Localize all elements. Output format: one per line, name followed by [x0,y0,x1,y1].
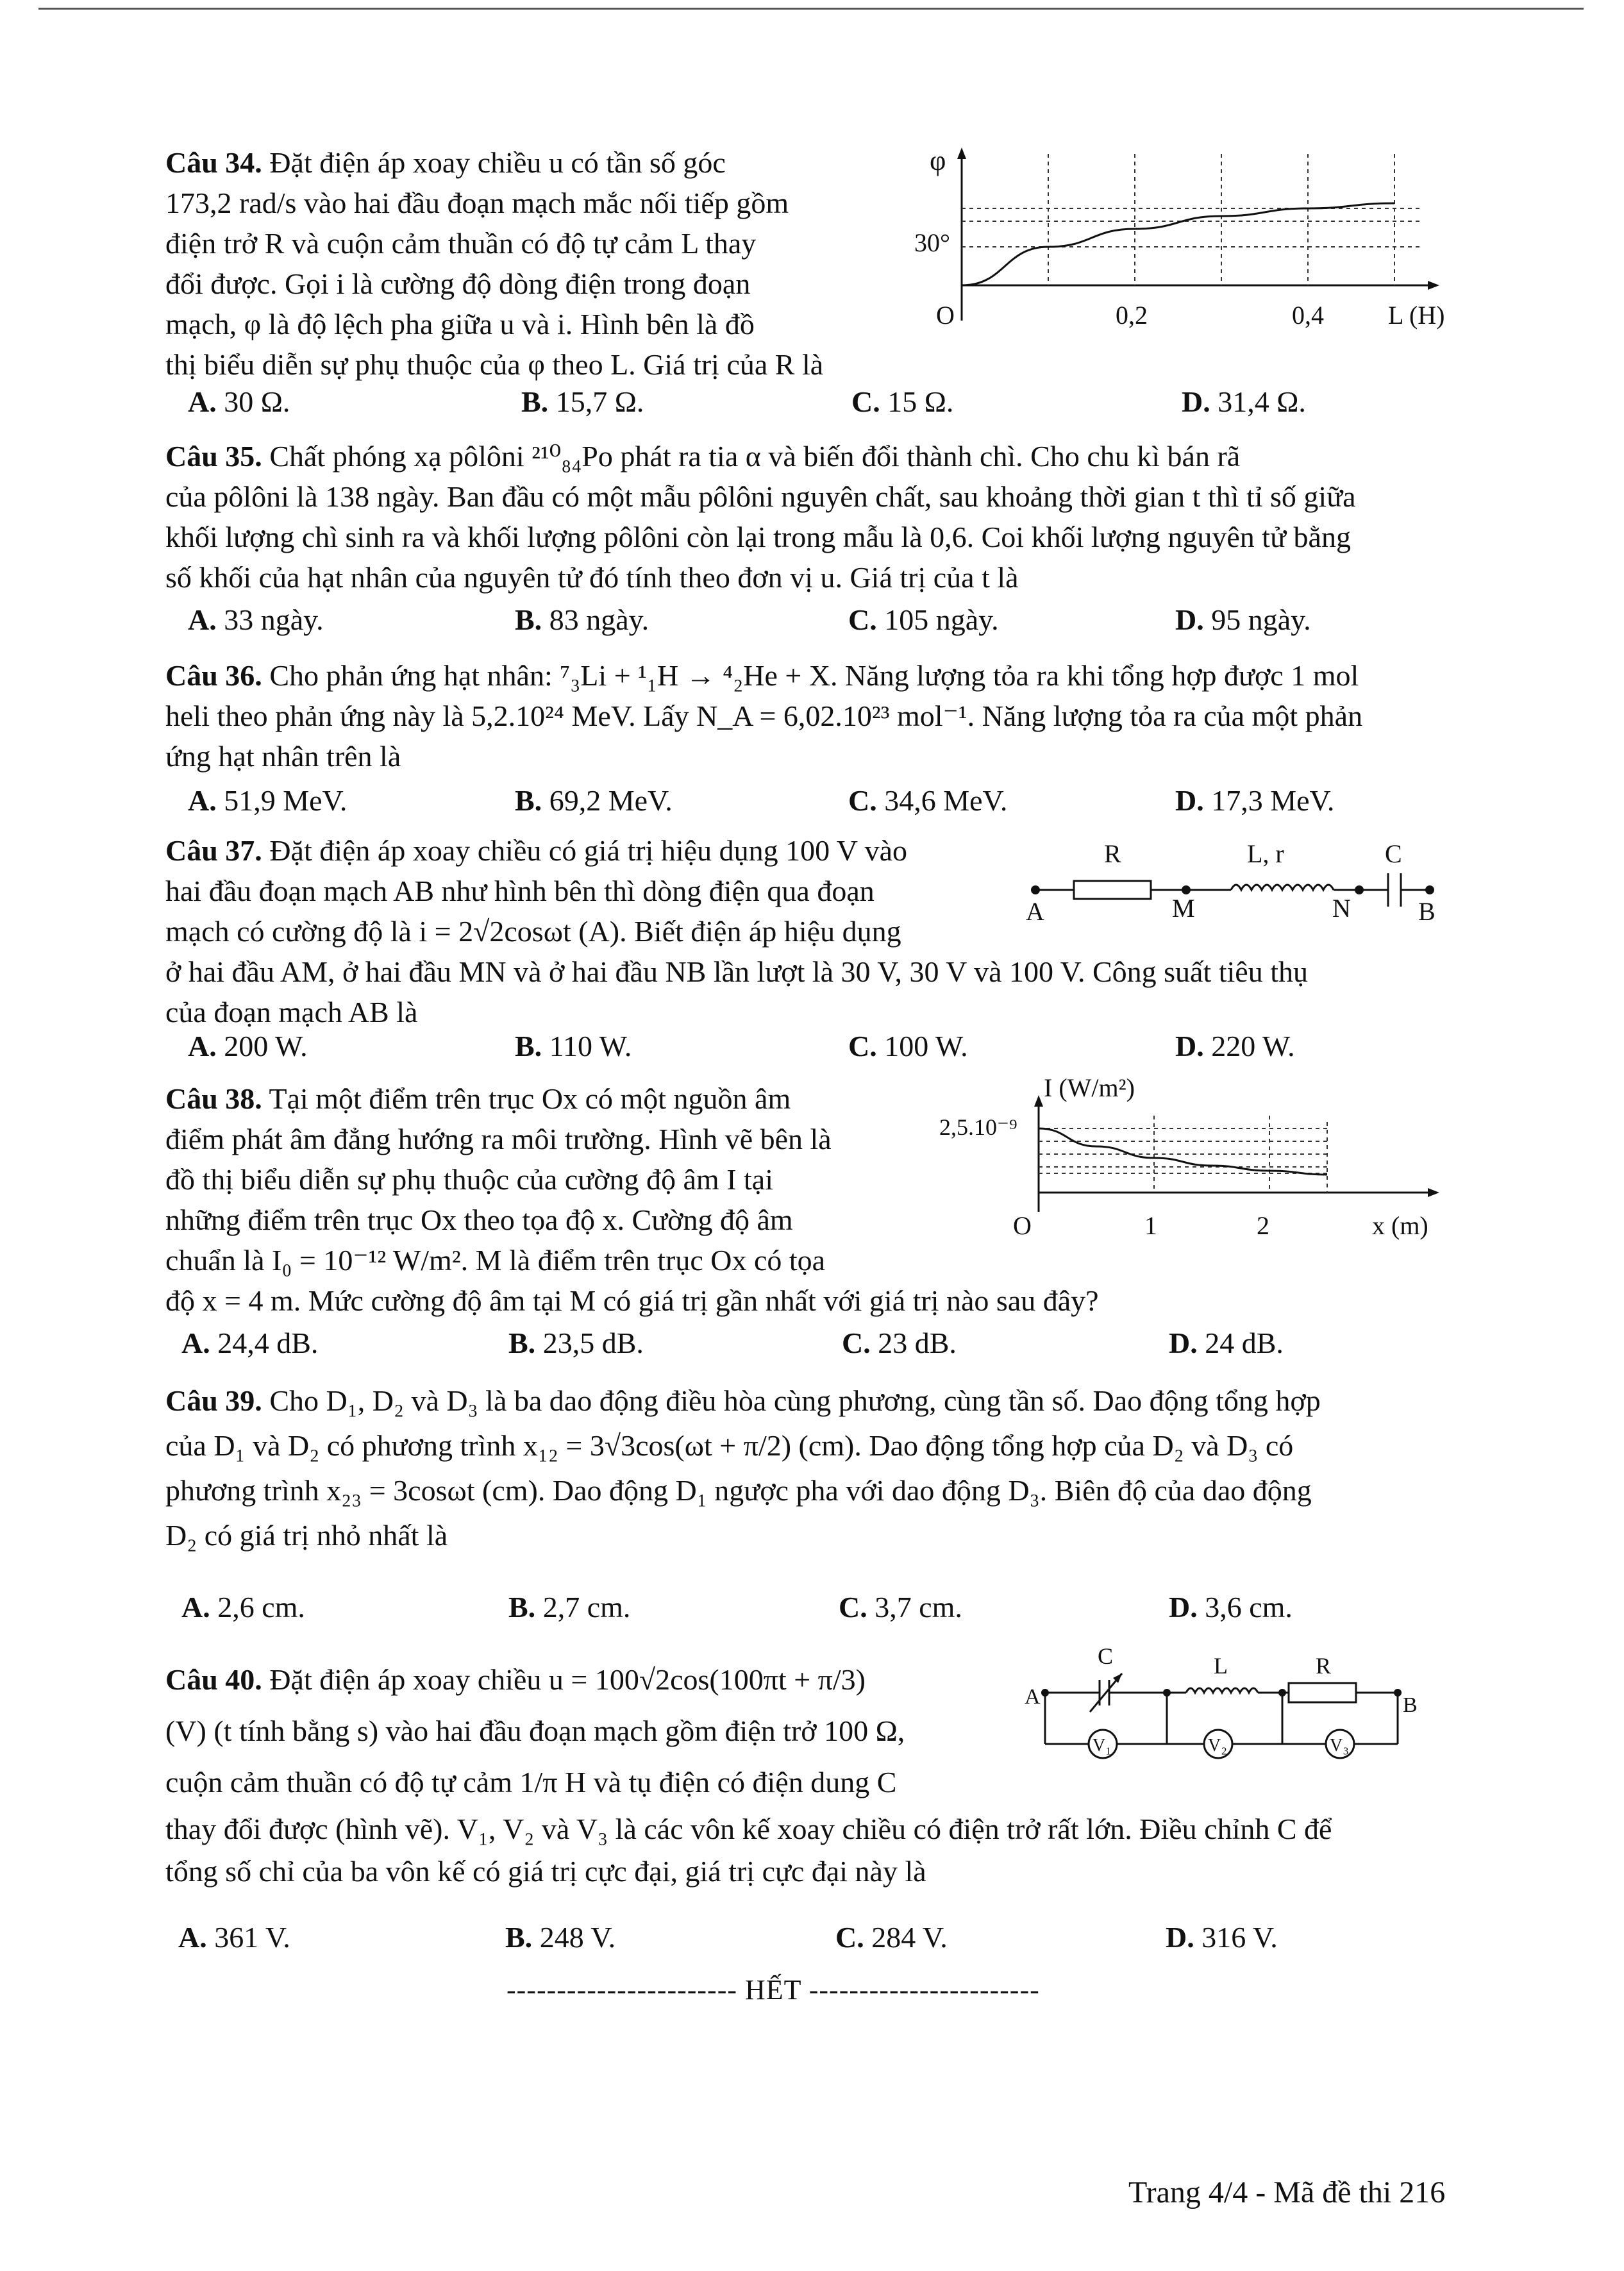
circuit-37 [1026,834,1443,933]
question-line: (V) (t tính bằng s) vào hai đầu đoạn mạch gồm điện trở 100 Ω, [165,1714,905,1747]
question-34 [165,142,896,385]
question-line: cuộn cảm thuần có độ tự cảm 1/π H và tụ điện có điện dung C [165,1766,897,1798]
question-line: đổi được. Gọi i là cường độ dòng điện trong đoạn [165,267,751,300]
option-c: C. 100 W. [848,1030,968,1062]
option-a: A. 361 V. [178,1921,290,1954]
option-b: B. 69,2 MeV. [515,784,673,817]
end-marker: ----------------------- HẾT ----------------------- [506,1974,1040,2006]
question-line: của pôlôni là 138 ngày. Ban đầu có một mẫu pôlôni nguyên chất, sau khoảng thời gian t thì tỉ số giữa [165,480,1356,513]
options-40 [165,1920,1448,1960]
resistor-label: R [1104,839,1121,868]
question-line: Chất phóng xạ pôlôni ²¹⁰₈₄Po phát ra tia α và biến đổi thành chì. Cho chu kì bán rã [269,440,1241,473]
question-line: Đặt điện áp xoay chiều u = 100√2cos(100πt + π/3) [269,1663,866,1696]
node-2 [1278,1689,1286,1697]
question-39 [165,1379,1473,1558]
circuit-40 [1019,1632,1455,1776]
option-a: A. 200 W. [188,1030,308,1062]
data-curve [1039,1128,1327,1175]
question-line: 173,2 rad/s vào hai đầu đoạn mạch mắc nối tiếp gồm [165,187,789,219]
question-line: thay đổi được (hình vẽ). V₁, V₂ và V₃ là các vôn kế xoay chiều có điện trở rất lớn. Điều chỉnh C để [165,1813,1332,1845]
data-curve [962,203,1394,285]
question-line: những điểm trên trục Ox theo tọa độ x. Cường độ âm [165,1203,793,1236]
option-d: D. 316 V. [1166,1921,1278,1954]
point-a-label: A [1025,1685,1041,1709]
option-d: D. 3,6 cm. [1169,1591,1293,1623]
question-line: tổng số chỉ của ba vôn kế có giá trị cực đại, giá trị cực đại này là [165,1855,926,1888]
x-axis-label: L (H) [1388,301,1445,330]
option-d: D. 220 W. [1175,1030,1295,1062]
question-line: chuẩn là I₀ = 10⁻¹² W/m². M là điểm trên trục Ox có tọa [165,1244,826,1277]
options-35 [165,603,1448,642]
option-a: A. 51,9 MeV. [188,784,347,817]
node-n [1355,885,1364,894]
option-d: D. 95 ngày. [1175,603,1311,636]
point-m-label: M [1172,894,1195,923]
resistor-label: R [1316,1653,1332,1679]
voltmeter-v2-label: V₂ [1208,1736,1227,1756]
option-b: B. 15,7 Ω. [521,385,644,418]
options-36 [165,784,1448,823]
question-line: heli theo phản ứng này là 5,2.10²⁴ MeV. Lấy N_A = 6,02.10²³ mol⁻¹. Năng lượng tỏa ra của một phản [165,700,1363,732]
options-37 [165,1029,1448,1069]
question-line: khối lượng chì sinh ra và khối lượng pôlôni còn lại trong mẫu là 0,6. Coi khối lượng nguyên tử bằng [165,521,1351,553]
inductor-label: L [1214,1653,1228,1679]
top-rule [38,8,1584,10]
x-tick-label: 1 [1144,1211,1157,1240]
question-number: Câu 40. [165,1663,262,1696]
question-number: Câu 34. [165,146,262,179]
voltmeter-v3-label: V₃ [1330,1736,1349,1756]
question-line: Cho phản ứng hạt nhân: ⁷₃Li + ¹₁H → ⁴₂He + X. Năng lượng tỏa ra khi tổng hợp được 1 mol [269,659,1359,692]
node-a [1041,1689,1049,1697]
question-number: Câu 39. [165,1384,262,1417]
x-axis-label: x (m) [1372,1211,1428,1240]
question-line: điểm phát âm đẳng hướng ra môi trường. Hình vẽ bên là [165,1123,832,1155]
y-tick-label: 30° [914,228,950,257]
option-d: D. 31,4 Ω. [1182,385,1306,418]
page-footer: Trang 4/4 - Mã đề thi 216 [1128,2175,1446,2209]
option-b: B. 248 V. [505,1921,616,1954]
point-n-label: N [1332,894,1351,923]
option-d: D. 17,3 MeV. [1175,784,1335,817]
node-b [1425,885,1434,894]
question-line: Tại một điểm trên trục Ox có một nguồn âm [269,1082,791,1115]
question-line: Cho D₁, D₂ và D₃ là ba dao động điều hòa cùng phương, cùng tần số. Dao động tổng hợp [269,1384,1321,1417]
option-c: C. 23 dB. [842,1327,957,1359]
option-b: B. 23,5 dB. [508,1327,644,1359]
x-tick-label: 0,4 [1292,301,1324,330]
option-c: C. 15 Ω. [851,385,954,418]
question-number: Câu 37. [165,834,262,867]
origin-label: O [936,301,955,330]
node-a [1031,885,1040,894]
question-line: độ x = 4 m. Mức cường độ âm tại M có giá trị gần nhất với giá trị nào sau đây? [165,1284,1099,1317]
intensity-vs-x-chart [936,1073,1449,1247]
origin-label: O [1013,1211,1032,1240]
question-line: D₂ có giá trị nhỏ nhất là [165,1519,448,1552]
node-m [1182,885,1191,894]
capacitor-label: C [1098,1643,1114,1669]
question-40 [165,1654,1332,1893]
point-b-label: B [1403,1693,1418,1717]
question-number: Câu 38. [165,1082,262,1115]
question-line: ứng hạt nhân trên là [165,740,401,773]
y-tick-label: 2,5.10⁻⁹ [939,1114,1017,1140]
question-line: của đoạn mạch AB là [165,996,418,1028]
question-line: của D₁ và D₂ có phương trình x₁₂ = 3√3cos(ωt + π/2) (cm). Dao động tổng hợp của D₂ và D₃ có [165,1429,1294,1462]
options-39 [165,1590,1448,1630]
question-line: mạch có cường độ là i = 2√2cosωt (A). Biết điện áp hiệu dụng [165,915,901,948]
option-b: B. 110 W. [515,1030,632,1062]
option-c: C. 105 ngày. [848,603,999,636]
question-line: phương trình x₂₃ = 3cosωt (cm). Dao động D₁ ngược pha với dao động D₃. Biên độ của dao động [165,1474,1312,1507]
question-line: Đặt điện áp xoay chiều có giá trị hiệu dụng 100 V vào [269,834,908,867]
inductor-label: L, r [1247,839,1284,868]
option-a: A. 24,4 dB. [181,1327,319,1359]
option-b: B. 2,7 cm. [508,1591,631,1623]
question-line: thị biểu diễn sự phụ thuộc của φ theo L. Giá trị của R là [165,348,824,381]
question-line: số khối của hạt nhân của nguyên tử đó tính theo đơn vị u. Giá trị của t là [165,561,1019,594]
question-line: đồ thị biểu diễn sự phụ thuộc của cường độ âm I tại [165,1163,773,1196]
option-a: A. 30 Ω. [188,385,290,418]
options-38 [165,1326,1448,1366]
option-a: A. 2,6 cm. [181,1591,305,1623]
question-line: ở hai đầu AM, ở hai đầu MN và ở hai đầu NB lần lượt là 30 V, 30 V và 100 V. Công suất tiêu thụ [165,955,1308,988]
x-tick-label: 0,2 [1116,301,1148,330]
question-line: mạch, φ là độ lệch pha giữa u và i. Hình bên là đồ [165,308,755,340]
node-1 [1163,1689,1171,1697]
question-line: hai đầu đoạn mạch AB như hình bên thì dòng điện qua đoạn [165,875,875,907]
question-36 [165,655,1473,776]
option-b: B. 83 ngày. [515,603,649,636]
question-line: Đặt điện áp xoay chiều u có tần số góc [269,146,726,179]
question-number: Câu 36. [165,659,262,692]
option-c: C. 3,7 cm. [839,1591,962,1623]
option-c: C. 284 V. [835,1921,948,1954]
options-34 [165,385,1448,424]
question-number: Câu 35. [165,440,262,473]
option-c: C. 34,6 MeV. [848,784,1008,817]
option-d: D. 24 dB. [1169,1327,1284,1359]
question-35 [165,436,1473,598]
question-line: điện trở R và cuộn cảm thuần có độ tự cảm L thay [165,227,757,260]
phi-vs-L-chart [914,145,1445,343]
option-a: A. 33 ngày. [188,603,324,636]
capacitor-label: C [1385,839,1402,868]
y-axis-label: φ [930,145,946,176]
point-a-label: A [1026,897,1044,926]
y-axis-label: I (W/m²) [1044,1073,1135,1102]
voltmeter-v1-label: V₁ [1092,1736,1112,1756]
node-b [1394,1689,1402,1697]
point-b-label: B [1418,897,1436,926]
x-tick-label: 2 [1257,1211,1269,1240]
